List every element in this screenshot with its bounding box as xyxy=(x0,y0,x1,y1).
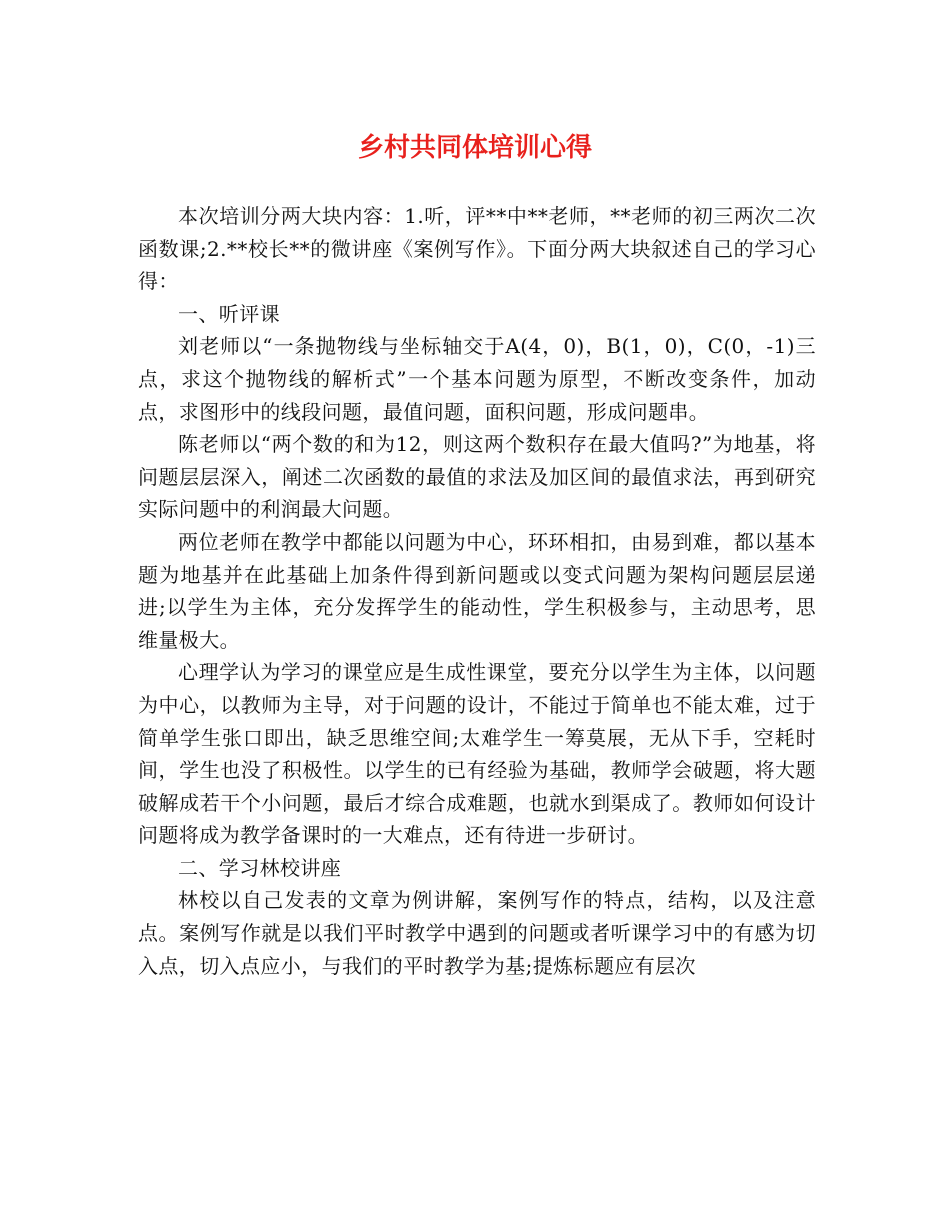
paragraph-two-teachers: 两位老师在教学中都能以问题为中心，环环相扣，由易到难，都以基本题为地基并在此基础上加条件得到新问题或以变式问题为架构问题层层递进;以学生为主体，充分发挥学生的能动性，学生积极参与，主动思考，思维量极大。 xyxy=(138,529,816,652)
paragraph-intro: 本次培训分两大块内容：1.听，评**中**老师，**老师的初三两次二次函数课;2.**校长**的微讲座《案例写作》。下面分两大块叙述自己的学习心得： xyxy=(138,204,816,294)
section-heading-listening: 一、听评课 xyxy=(178,301,280,326)
section-heading-lecture: 二、学习林校讲座 xyxy=(178,855,342,880)
document-body xyxy=(138,200,816,982)
paragraph-psychology: 心理学认为学习的课堂应是生成性课堂，要充分以学生为主体，以问题为中心，以教师为主导，对于问题的设计，不能过于简单也不能太难，过于简单学生张口即出，缺乏思维空间;太难学生一筹莫展，无从下手，空耗时间，学生也没了积极性。以学生的已有经验为基础，教师学会破题，将大题破解成若干个小问题，最后才综合成难题，也就水到渠成了。教师如何设计问题将成为教学备课时的一大难点，还有待进一步研讨。 xyxy=(138,660,816,848)
paragraph-teacher-liu: 刘老师以“一条抛物线与坐标轴交于A(4，0)，B(1，0)，C(0，-1)三点，求这个抛物线的解析式”一个基本问题为原型，不断改变条件，加动点，求图形中的线段问题，最值问题，面积问题，形成问题串。 xyxy=(138,334,816,424)
document-title: 乡村共同体培训心得 xyxy=(357,133,592,163)
paragraph-lecture: 林校以自己发表的文章为例讲解，案例写作的特点，结构，以及注意点。案例写作就是以我们平时教学中遇到的问题或者听课学习中的有感为切入点，切入点应小，与我们的平时教学为基;提炼标题应有层次 xyxy=(138,888,816,978)
paragraph-teacher-chen: 陈老师以“两个数的和为12，则这两个数积存在最大值吗?”为地基，将问题层层深入，阐述二次函数的最值的求法及加区间的最值求法，再到研究实际问题中的利润最大问题。 xyxy=(138,432,816,522)
